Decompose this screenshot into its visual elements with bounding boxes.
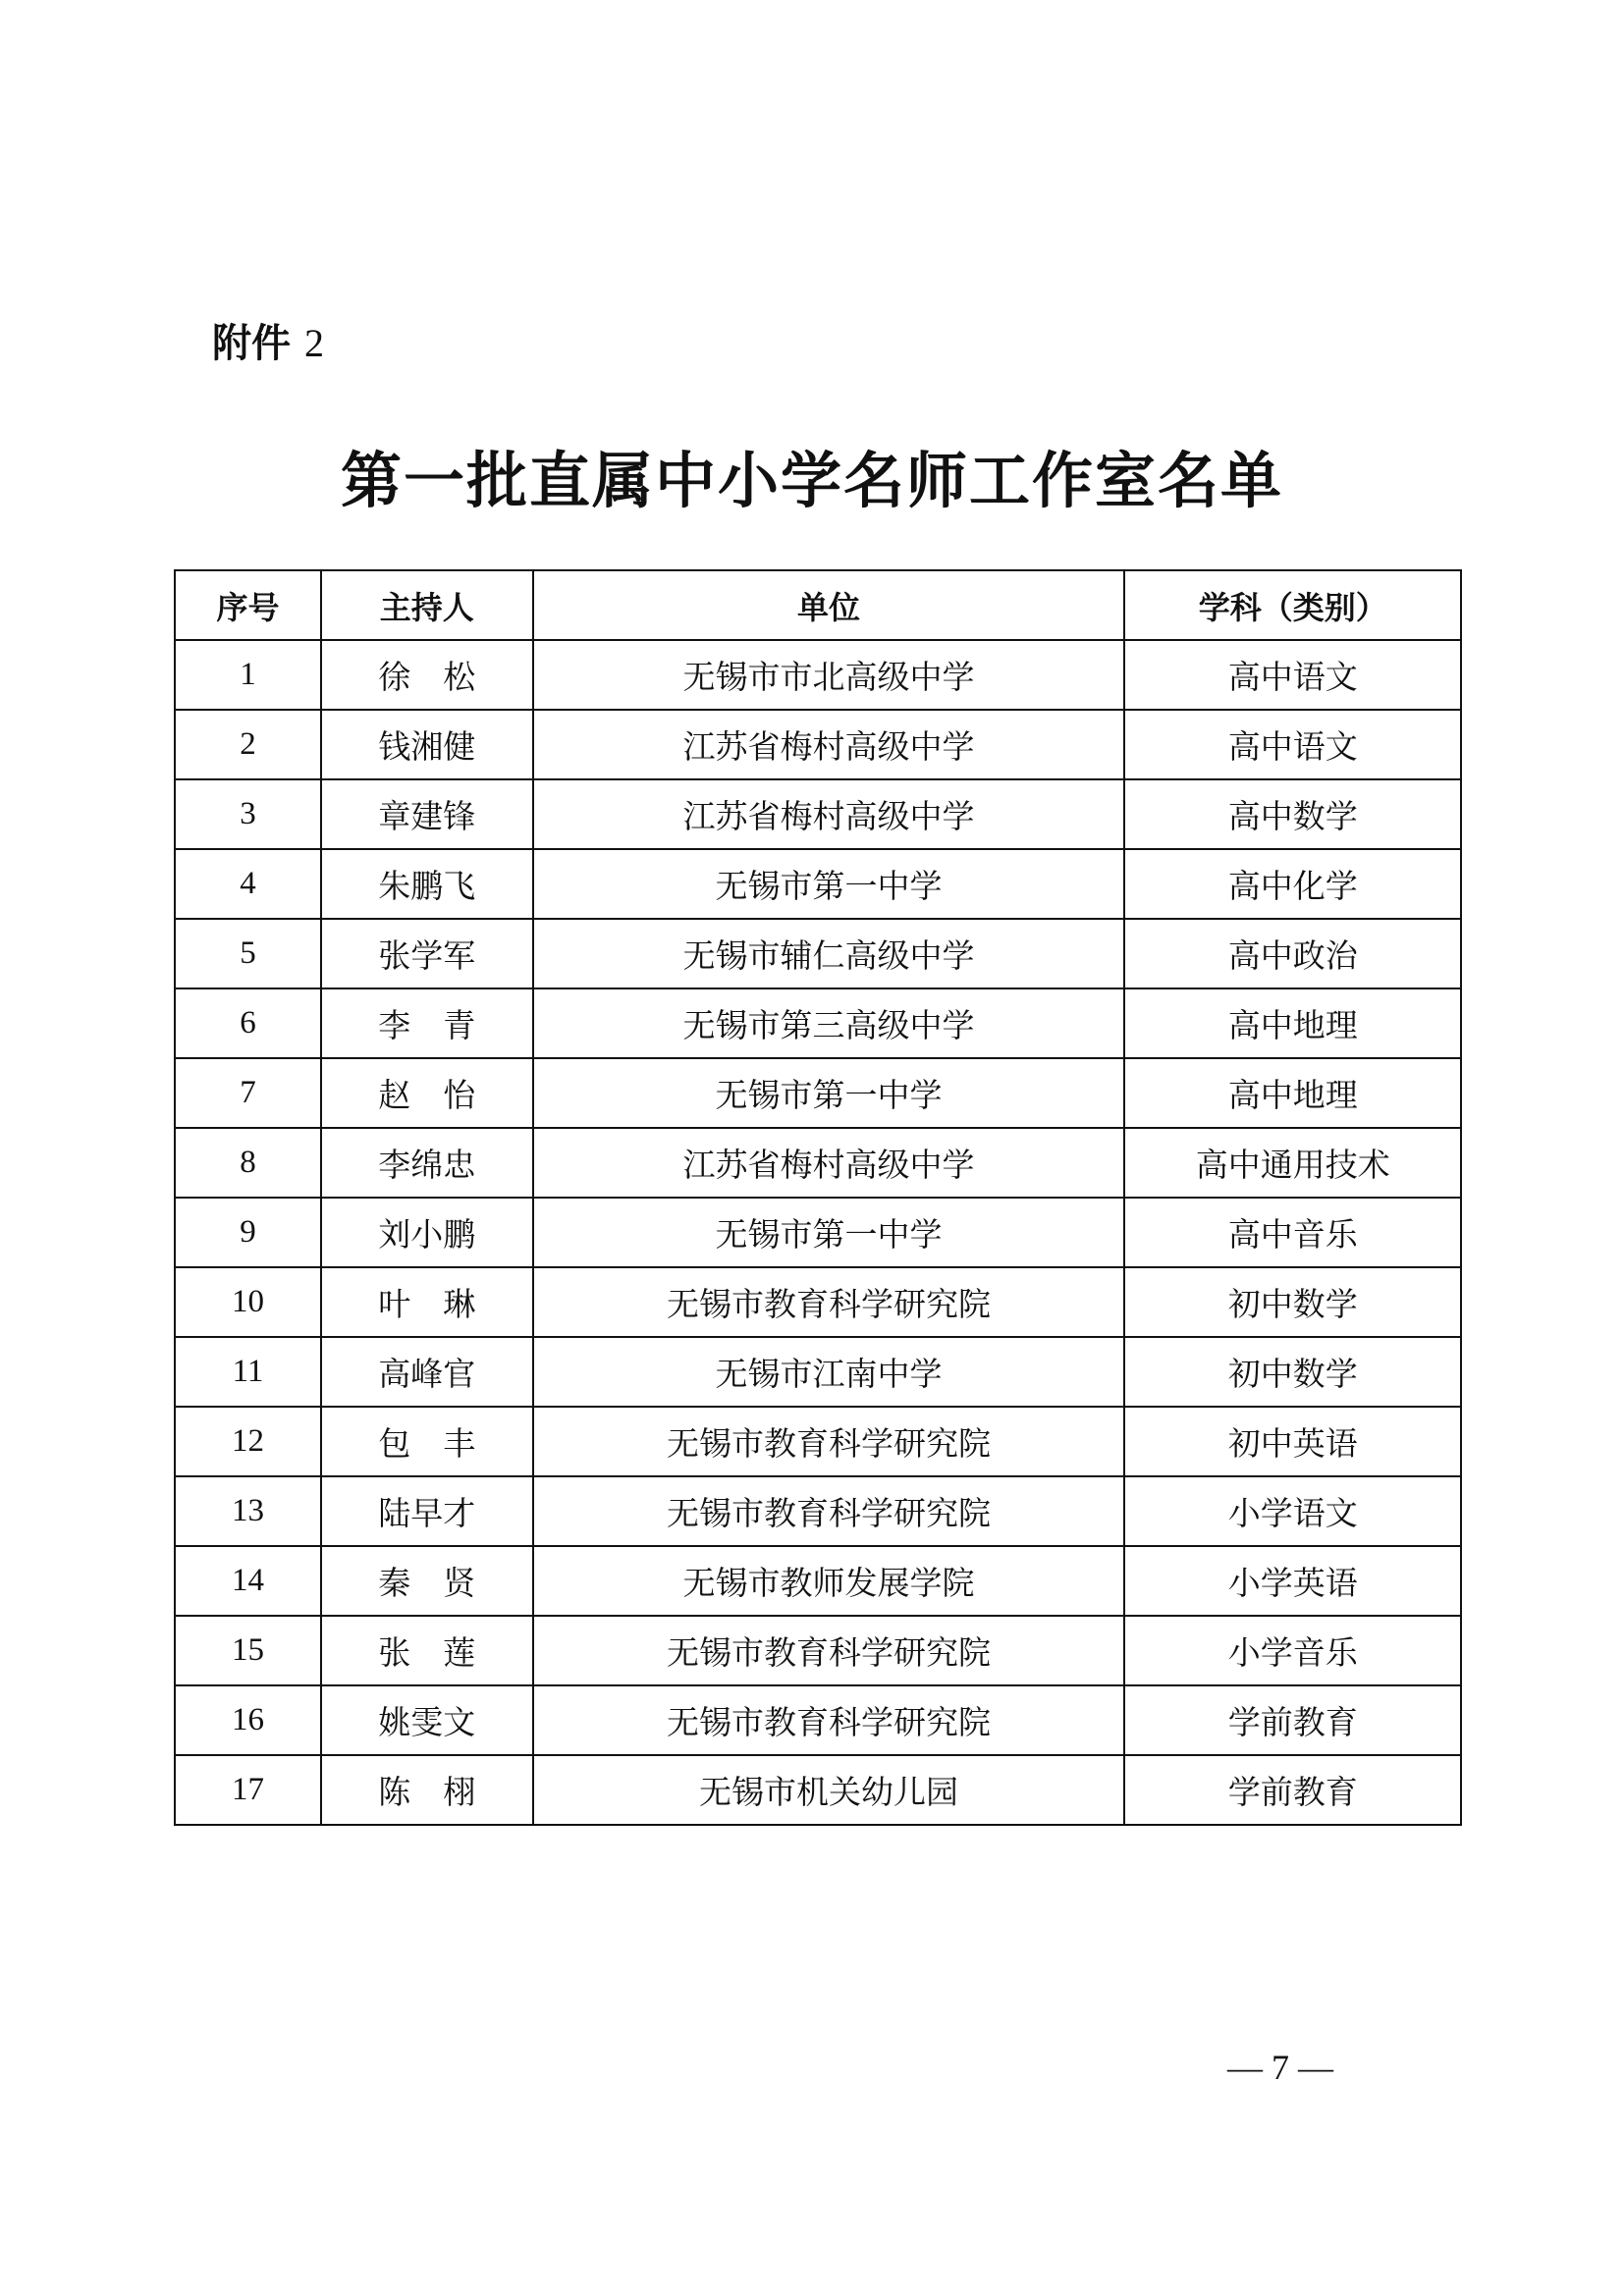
cell-subject: 高中数学 xyxy=(1124,779,1461,849)
header-subject: 学科（类别） xyxy=(1124,570,1461,640)
cell-host: 李绵忠 xyxy=(321,1128,533,1198)
cell-index: 5 xyxy=(175,919,321,988)
cell-host: 陆早才 xyxy=(321,1476,533,1546)
cell-subject: 小学语文 xyxy=(1124,1476,1461,1546)
cell-unit: 无锡市教育科学研究院 xyxy=(533,1685,1125,1755)
table-row xyxy=(175,640,1461,710)
cell-host: 高峰官 xyxy=(321,1337,533,1407)
cell-host: 张学军 xyxy=(321,919,533,988)
table-row xyxy=(175,1198,1461,1267)
cell-index: 6 xyxy=(175,988,321,1058)
cell-subject: 学前教育 xyxy=(1124,1685,1461,1755)
table-row xyxy=(175,1128,1461,1198)
cell-subject: 高中化学 xyxy=(1124,849,1461,919)
cell-subject: 学前教育 xyxy=(1124,1755,1461,1825)
cell-host: 徐 松 xyxy=(321,640,533,710)
cell-subject: 初中数学 xyxy=(1124,1267,1461,1337)
cell-host: 陈 栩 xyxy=(321,1755,533,1825)
cell-host: 钱湘健 xyxy=(321,710,533,779)
cell-index: 2 xyxy=(175,710,321,779)
table-row xyxy=(175,1685,1461,1755)
cell-host: 章建锋 xyxy=(321,779,533,849)
cell-unit: 无锡市教育科学研究院 xyxy=(533,1476,1125,1546)
table-row xyxy=(175,1616,1461,1685)
cell-unit: 无锡市教师发展学院 xyxy=(533,1546,1125,1616)
cell-index: 7 xyxy=(175,1058,321,1128)
cell-unit: 无锡市第一中学 xyxy=(533,1198,1125,1267)
cell-unit: 江苏省梅村高级中学 xyxy=(533,710,1125,779)
cell-index: 13 xyxy=(175,1476,321,1546)
cell-unit: 无锡市第一中学 xyxy=(533,1058,1125,1128)
cell-subject: 高中地理 xyxy=(1124,988,1461,1058)
cell-host: 朱鹏飞 xyxy=(321,849,533,919)
cell-unit: 无锡市机关幼儿园 xyxy=(533,1755,1125,1825)
attachment-text: 附件 xyxy=(212,321,291,366)
cell-unit: 无锡市教育科学研究院 xyxy=(533,1267,1125,1337)
cell-index: 16 xyxy=(175,1685,321,1755)
cell-subject: 小学英语 xyxy=(1124,1546,1461,1616)
cell-unit: 无锡市辅仁高级中学 xyxy=(533,919,1125,988)
cell-subject: 高中语文 xyxy=(1124,710,1461,779)
header-unit: 单位 xyxy=(533,570,1125,640)
cell-unit: 江苏省梅村高级中学 xyxy=(533,779,1125,849)
cell-subject: 小学音乐 xyxy=(1124,1616,1461,1685)
cell-index: 10 xyxy=(175,1267,321,1337)
table-row xyxy=(175,1267,1461,1337)
table-row xyxy=(175,919,1461,988)
header-host: 主持人 xyxy=(321,570,533,640)
table-row xyxy=(175,1058,1461,1128)
page-number: — 7 — xyxy=(1227,2048,1333,2087)
cell-host: 秦 贤 xyxy=(321,1546,533,1616)
cell-index: 15 xyxy=(175,1616,321,1685)
table-row xyxy=(175,1407,1461,1476)
table-row xyxy=(175,1476,1461,1546)
cell-index: 17 xyxy=(175,1755,321,1825)
table-row xyxy=(175,779,1461,849)
cell-host: 姚雯文 xyxy=(321,1685,533,1755)
cell-index: 3 xyxy=(175,779,321,849)
cell-unit: 无锡市第一中学 xyxy=(533,849,1125,919)
cell-unit: 无锡市教育科学研究院 xyxy=(533,1616,1125,1685)
table-row xyxy=(175,1755,1461,1825)
cell-index: 4 xyxy=(175,849,321,919)
cell-subject: 高中政治 xyxy=(1124,919,1461,988)
cell-subject: 高中地理 xyxy=(1124,1058,1461,1128)
cell-host: 刘小鹏 xyxy=(321,1198,533,1267)
table-header-row xyxy=(175,570,1461,640)
cell-subject: 初中英语 xyxy=(1124,1407,1461,1476)
table-row xyxy=(175,988,1461,1058)
cell-subject: 高中通用技术 xyxy=(1124,1128,1461,1198)
cell-unit: 无锡市第三高级中学 xyxy=(533,988,1125,1058)
cell-index: 1 xyxy=(175,640,321,710)
cell-host: 李 青 xyxy=(321,988,533,1058)
table-row xyxy=(175,1337,1461,1407)
table-row xyxy=(175,849,1461,919)
cell-index: 11 xyxy=(175,1337,321,1407)
cell-unit: 无锡市江南中学 xyxy=(533,1337,1125,1407)
cell-host: 赵 怡 xyxy=(321,1058,533,1128)
cell-index: 8 xyxy=(175,1128,321,1198)
table-row xyxy=(175,1546,1461,1616)
cell-index: 14 xyxy=(175,1546,321,1616)
table-row xyxy=(175,710,1461,779)
cell-subject: 初中数学 xyxy=(1124,1337,1461,1407)
cell-unit: 无锡市市北高级中学 xyxy=(533,640,1125,710)
cell-host: 包 丰 xyxy=(321,1407,533,1476)
studio-list-table xyxy=(174,569,1462,1826)
cell-unit: 江苏省梅村高级中学 xyxy=(533,1128,1125,1198)
attachment-label xyxy=(212,312,324,368)
cell-unit: 无锡市教育科学研究院 xyxy=(533,1407,1125,1476)
cell-subject: 高中音乐 xyxy=(1124,1198,1461,1267)
cell-subject: 高中语文 xyxy=(1124,640,1461,710)
attachment-number: 2 xyxy=(303,321,324,365)
document-title: 第一批直属中小学名师工作室名单 xyxy=(340,445,1283,516)
cell-index: 12 xyxy=(175,1407,321,1476)
header-index: 序号 xyxy=(175,570,321,640)
cell-index: 9 xyxy=(175,1198,321,1267)
cell-host: 叶 琳 xyxy=(321,1267,533,1337)
cell-host: 张 莲 xyxy=(321,1616,533,1685)
